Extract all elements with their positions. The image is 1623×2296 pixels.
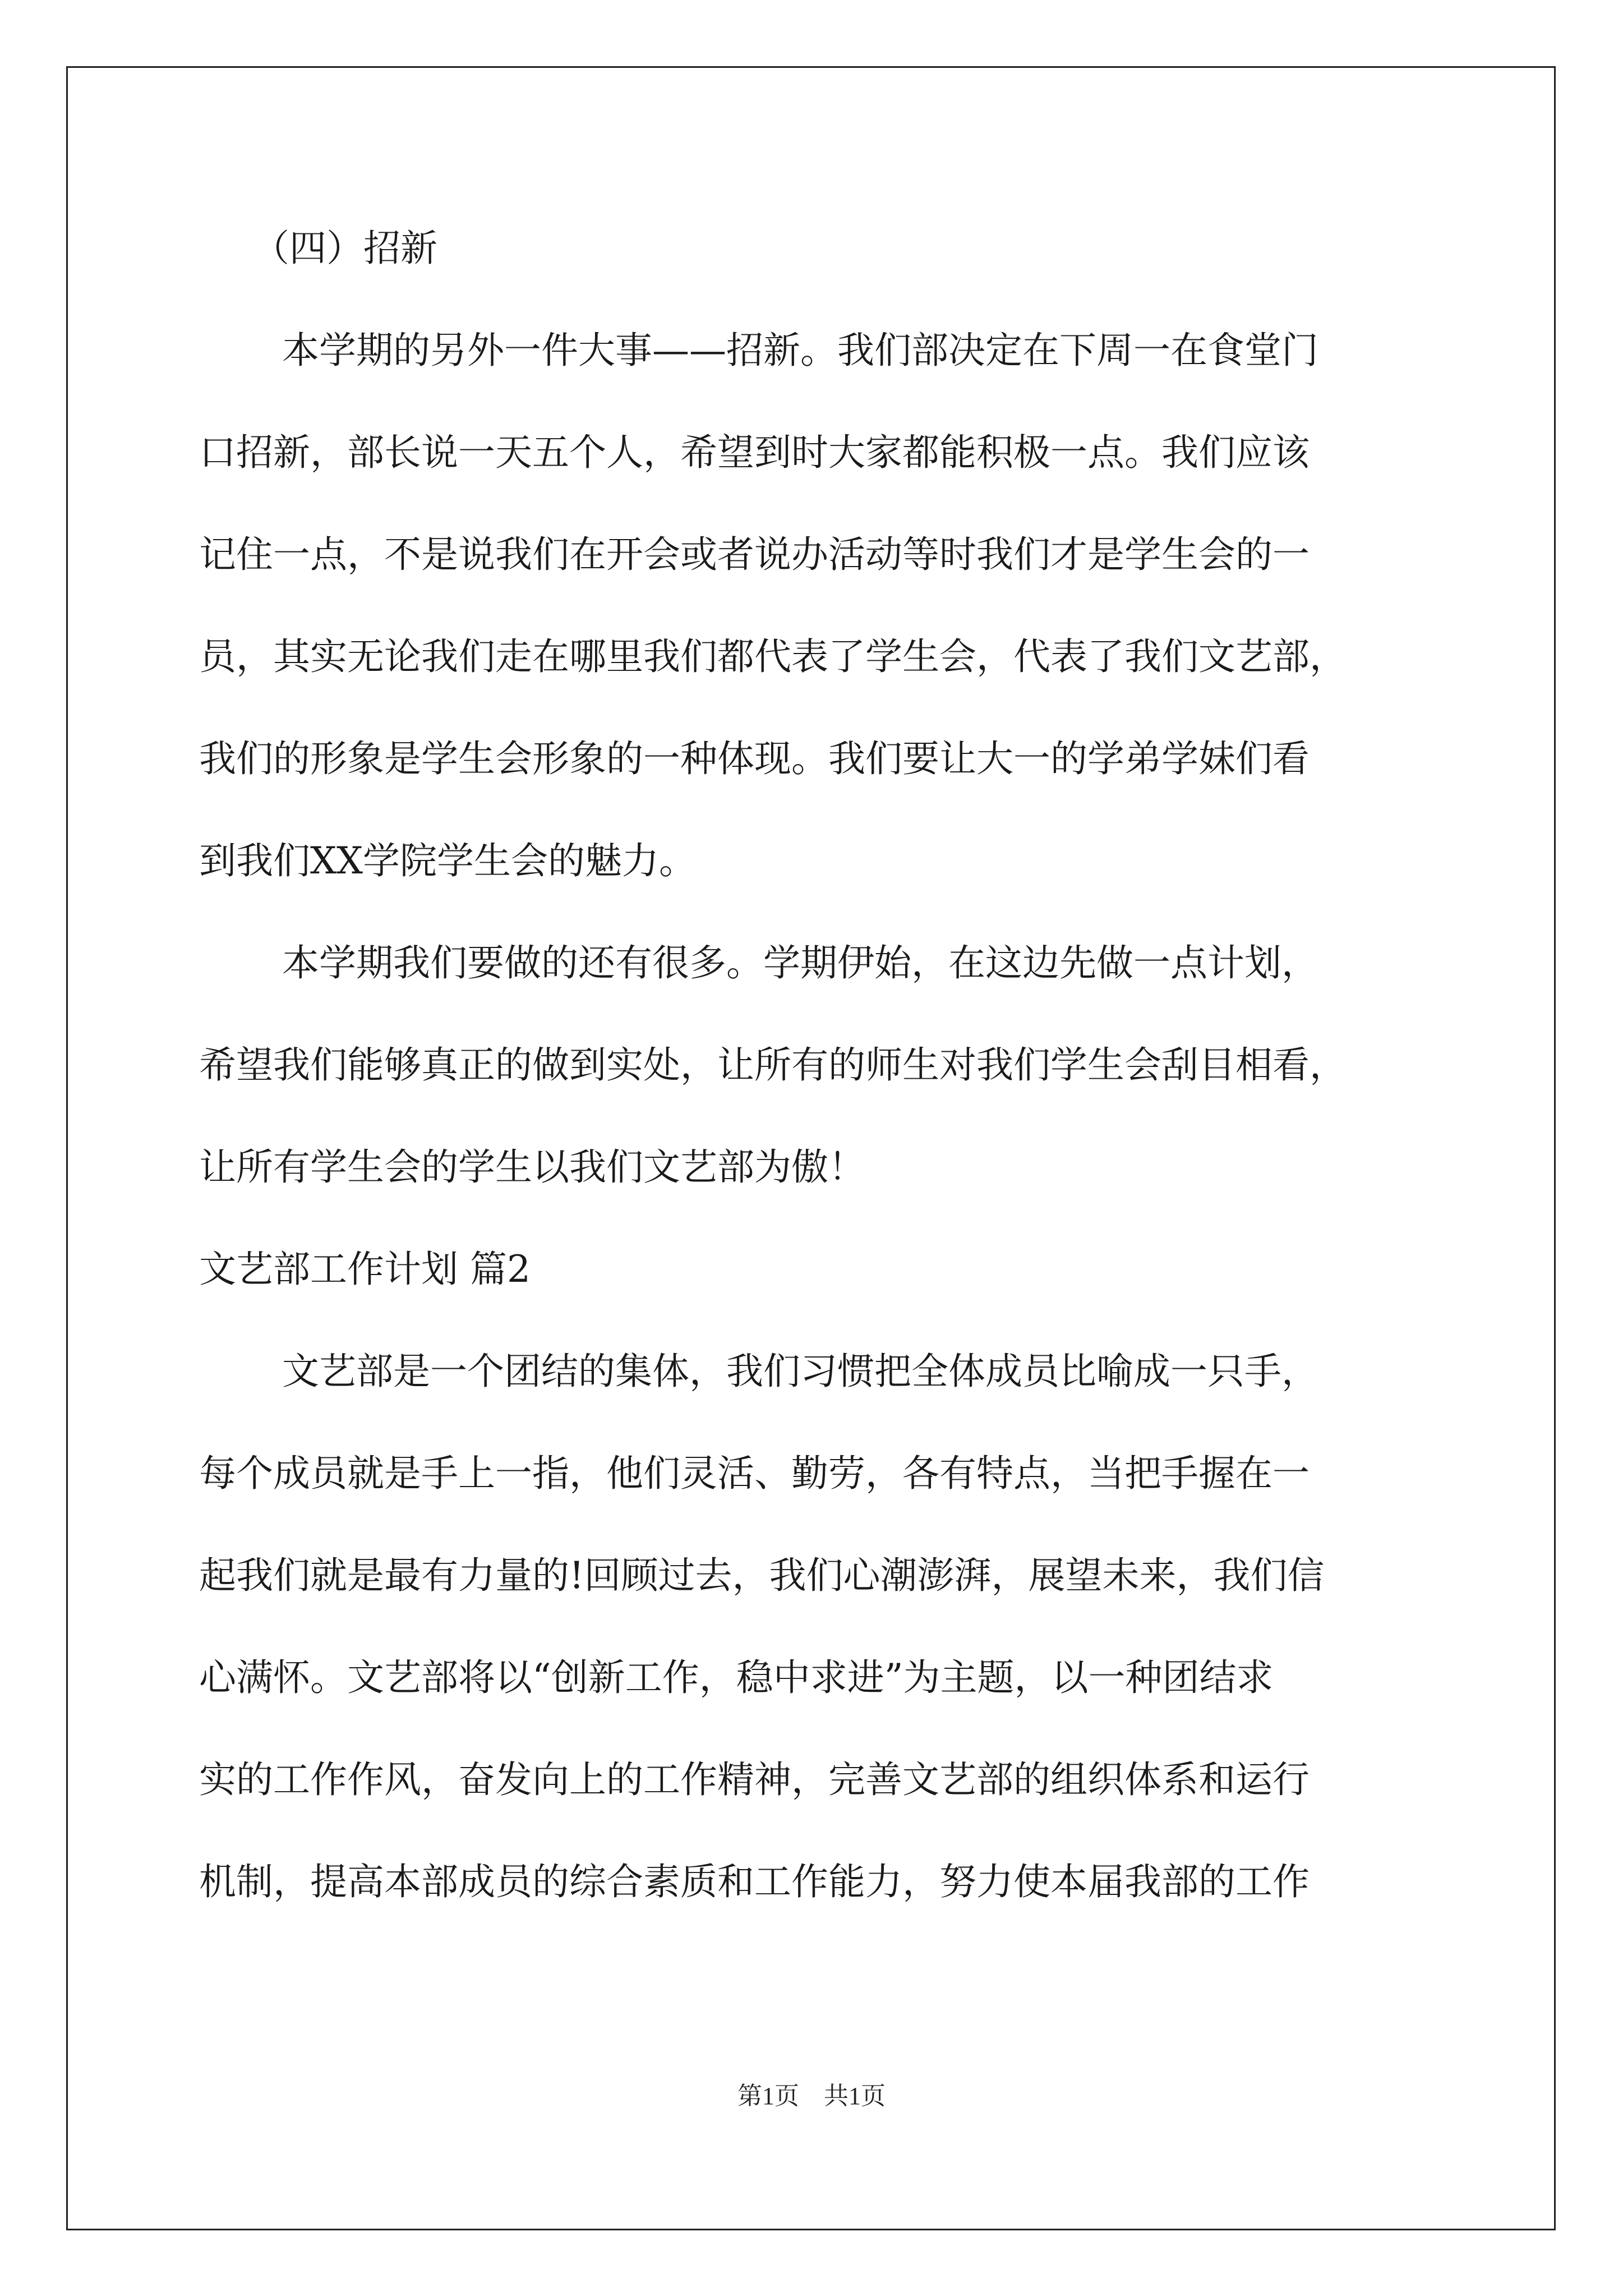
paragraph-line: 让所有学生会的学生以我们文艺部为傲！: [199, 1145, 865, 1189]
paragraph-line: 机制，提高本部成员的综合素质和工作能力，努力使本届我部的工作: [199, 1860, 1310, 1903]
paragraph-line: 本学期我们要做的还有很多。学期伊始，在这边先做一点计划，: [282, 941, 1318, 984]
paragraph-line: 文艺部是一个团结的集体，我们习惯把全体成员比喻成一只手，: [282, 1350, 1318, 1393]
paragraph-line: 记住一点，不是说我们在开会或者说办活动等时我们才是学生会的一: [199, 533, 1310, 576]
paragraph-line: 每个成员就是手上一指，他们灵活、勤劳，各有特点，当把手握在一: [199, 1452, 1310, 1495]
section-heading: （四）招新: [252, 227, 437, 270]
paragraph-line: 实的工作作风，奋发向上的工作精神，完善文艺部的组织体系和运行: [199, 1758, 1310, 1801]
paragraph-line: 心满怀。文艺部将以“创新工作，稳中求进”为主题，以一种团结求: [199, 1656, 1274, 1699]
page-footer: 第1页 共1页: [737, 2082, 886, 2110]
paragraph-line: 口招新，部长说一天五个人，希望到时大家都能积极一点。我们应该: [199, 431, 1310, 474]
paragraph-line: 员，其实无论我们走在哪里我们都代表了学生会，代表了我们文艺部，: [199, 635, 1347, 678]
paragraph-line: 希望我们能够真正的做到实处，让所有的师生对我们学生会刮目相看，: [199, 1043, 1347, 1087]
paragraph-line: 我们的形象是学生会形象的一种体现。我们要让大一的学弟学妹们看: [199, 737, 1310, 780]
paragraph-line: 本学期的另外一件大事——招新。我们部决定在下周一在食堂门: [282, 329, 1318, 372]
document-body: [199, 0, 1433, 2076]
paragraph-line: 起我们就是最有力量的!回顾过去，我们心潮澎湃，展望未来，我们信: [199, 1554, 1325, 1597]
section-title: 文艺部工作计划 篇2: [199, 1248, 531, 1291]
paragraph-line: 到我们XX学院学生会的魅力。: [199, 839, 696, 882]
